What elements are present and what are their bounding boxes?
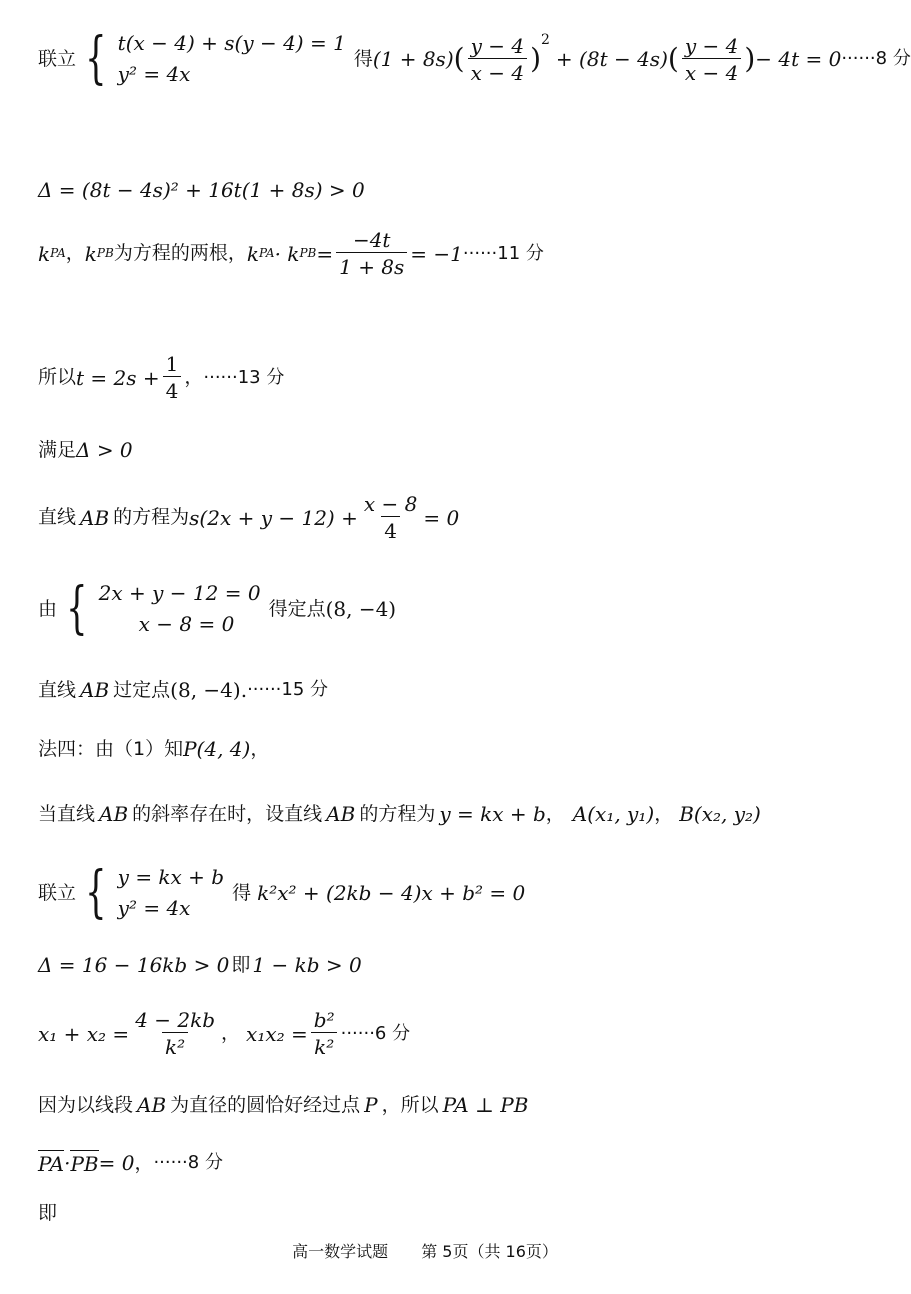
math-expr: x₁ + x₂ = bbox=[38, 1021, 130, 1046]
paren: ( bbox=[453, 42, 465, 76]
text: 得定点 bbox=[268, 597, 326, 620]
equation-line-11 bbox=[38, 862, 525, 924]
fraction bbox=[361, 492, 420, 543]
math-expr: k bbox=[84, 241, 97, 266]
paren: ( bbox=[667, 42, 679, 76]
equation-line-7 bbox=[38, 578, 396, 640]
text: ， bbox=[545, 802, 565, 825]
text: ， bbox=[134, 1151, 154, 1174]
system-row: y² = 4x bbox=[117, 62, 191, 86]
fraction bbox=[163, 352, 182, 403]
equation-system bbox=[118, 862, 224, 924]
text: 所以 bbox=[38, 366, 77, 389]
vector-PB: PB bbox=[70, 1152, 99, 1176]
system-row: t(x − 4) + s(y − 4) = 1 bbox=[117, 31, 346, 55]
brace: { bbox=[85, 26, 107, 91]
equation-line-13 bbox=[38, 1008, 410, 1059]
system-row: 2x + y − 12 = 0 bbox=[98, 581, 261, 605]
text: 得 bbox=[353, 47, 373, 70]
math-expr: t = 2s + bbox=[76, 365, 160, 390]
score-mark: ······13 分 bbox=[203, 366, 285, 388]
math-expr: = 0 bbox=[423, 505, 460, 530]
footer-page-number: 第 5页（共 16页） bbox=[421, 1242, 558, 1261]
equation-line-10 bbox=[38, 802, 761, 826]
math-expr: · k bbox=[274, 241, 300, 266]
text: 满足 bbox=[38, 438, 77, 461]
denominator: x − 4 bbox=[682, 58, 741, 85]
fraction bbox=[132, 1008, 218, 1059]
equation-line-14 bbox=[38, 1093, 528, 1117]
vector-PA: PA bbox=[38, 1152, 65, 1176]
subscript: PB bbox=[96, 246, 114, 261]
denominator: 4 bbox=[381, 516, 400, 543]
math-expr: k²x² + (2kb − 4)x + b² = 0 bbox=[257, 881, 526, 905]
math-expr: AB bbox=[326, 802, 356, 826]
text: 直线 bbox=[38, 678, 77, 701]
math-expr: k bbox=[38, 241, 51, 266]
brace: { bbox=[85, 860, 107, 925]
math-expr: y = kx + b bbox=[439, 802, 546, 826]
text: 即 bbox=[231, 953, 251, 976]
math-expr: AB bbox=[99, 802, 129, 826]
text: 直线 bbox=[38, 506, 77, 529]
score-mark: ······8 分 bbox=[841, 48, 911, 70]
text: 联立 bbox=[38, 881, 77, 904]
text: 为方程的两根， bbox=[113, 242, 247, 265]
math-expr: = bbox=[316, 241, 334, 266]
text: ， bbox=[221, 1022, 241, 1045]
equation-line-12 bbox=[38, 953, 362, 977]
numerator: 4 − 2kb bbox=[135, 1008, 216, 1032]
text: ， bbox=[65, 242, 85, 265]
denominator: k² bbox=[311, 1032, 337, 1059]
equation-line-3 bbox=[38, 228, 544, 279]
math-expr: B(x₂, y₂) bbox=[679, 802, 761, 826]
score-mark: ······11 分 bbox=[462, 242, 544, 264]
text: 即 bbox=[38, 1202, 58, 1224]
math-expr: s(2x + y − 12) + bbox=[189, 505, 358, 530]
text: 由 bbox=[38, 597, 58, 620]
math-expr: · bbox=[64, 1151, 71, 1175]
math-expr: PA ⊥ PB bbox=[442, 1093, 529, 1117]
equation-line-6 bbox=[38, 492, 459, 543]
text: ， bbox=[184, 366, 204, 389]
subscript: PB bbox=[299, 246, 317, 261]
system-row: x − 8 = 0 bbox=[138, 612, 235, 636]
subscript: PA bbox=[258, 246, 275, 261]
score-mark: ······6 分 bbox=[340, 1022, 411, 1044]
math-expr: (8, −4) bbox=[325, 597, 397, 621]
math-expr: AB bbox=[80, 678, 110, 702]
numerator: y − 4 bbox=[470, 33, 525, 58]
page-footer bbox=[0, 1239, 850, 1262]
text: 的方程为 bbox=[113, 506, 190, 529]
score-mark: ······8 分 bbox=[153, 1152, 223, 1174]
math-expr: x₁x₂ = bbox=[246, 1021, 308, 1046]
math-expr: AB bbox=[137, 1093, 167, 1117]
math-expr: Δ > 0 bbox=[76, 438, 133, 462]
math-expr: 1 − kb > 0 bbox=[252, 953, 362, 977]
fraction bbox=[468, 34, 528, 85]
equation-line-2 bbox=[38, 178, 365, 202]
equation-line-8 bbox=[38, 678, 328, 702]
math-expr: − 4t = 0 bbox=[755, 47, 842, 71]
score-mark: ······15 分 bbox=[247, 679, 329, 701]
equation-line-16 bbox=[38, 1202, 57, 1225]
fraction bbox=[336, 228, 407, 279]
math-expr: + (8t − 4s) bbox=[555, 47, 668, 71]
math-expr: = −1 bbox=[410, 241, 463, 266]
math-expr: P bbox=[364, 1093, 378, 1117]
text: 过定点 bbox=[113, 678, 171, 701]
math-expr: . bbox=[240, 678, 248, 702]
equation-line-5 bbox=[38, 438, 133, 462]
numerator: x − 8 bbox=[363, 492, 418, 516]
text: 的斜率存在时，设直线 bbox=[132, 802, 323, 825]
text: 当直线 bbox=[38, 802, 96, 825]
numerator: b² bbox=[313, 1008, 335, 1032]
denominator: 4 bbox=[163, 376, 182, 403]
equation-line-9 bbox=[38, 737, 269, 761]
math-expr: AB bbox=[80, 505, 110, 530]
paren: ) bbox=[744, 42, 756, 76]
text: 因为以线段 bbox=[38, 1093, 134, 1116]
numerator: y − 4 bbox=[684, 33, 739, 58]
denominator: k² bbox=[162, 1032, 188, 1059]
paren: ) bbox=[530, 42, 541, 76]
math-expr: (1 + 8s) bbox=[372, 47, 454, 71]
text: 法四：由（1）知 bbox=[38, 737, 184, 760]
math-expr: P(4, 4) bbox=[183, 737, 251, 761]
exponent: 2 bbox=[541, 32, 550, 48]
subscript: PA bbox=[50, 246, 66, 261]
equation-line-1 bbox=[38, 28, 911, 90]
equation-system bbox=[118, 28, 346, 90]
numerator: −4t bbox=[352, 228, 391, 252]
brace: { bbox=[66, 576, 88, 641]
math-expr: Δ = (8t − 4s)² + 16t(1 + 8s) > 0 bbox=[38, 178, 365, 202]
denominator: x − 4 bbox=[468, 58, 527, 85]
text: ， bbox=[654, 802, 674, 825]
denominator: 1 + 8s bbox=[336, 252, 407, 279]
system-row: y² = 4x bbox=[117, 896, 191, 920]
text: 为直径的圆恰好经过点 bbox=[170, 1093, 361, 1116]
math-expr: k bbox=[246, 241, 259, 266]
text: 联立 bbox=[38, 47, 77, 70]
equation-system bbox=[99, 578, 261, 640]
fraction bbox=[311, 1008, 338, 1059]
text: 的方程为 bbox=[359, 802, 436, 825]
text: ，所以 bbox=[381, 1093, 439, 1116]
math-expr: A(x₁, y₁) bbox=[572, 802, 655, 826]
text: 得 bbox=[232, 881, 252, 904]
fraction bbox=[682, 34, 742, 85]
text: ， bbox=[250, 737, 270, 760]
equation-line-15 bbox=[38, 1150, 223, 1176]
numerator: 1 bbox=[165, 352, 179, 376]
equation-line-4 bbox=[38, 352, 284, 403]
math-expr: (8, −4) bbox=[170, 678, 241, 702]
math-expr: Δ = 16 − 16kb > 0 bbox=[38, 953, 230, 977]
system-row: y = kx + b bbox=[117, 865, 225, 889]
footer-subject: 高一数学试题 bbox=[292, 1242, 389, 1261]
math-expr: = 0 bbox=[98, 1151, 135, 1175]
